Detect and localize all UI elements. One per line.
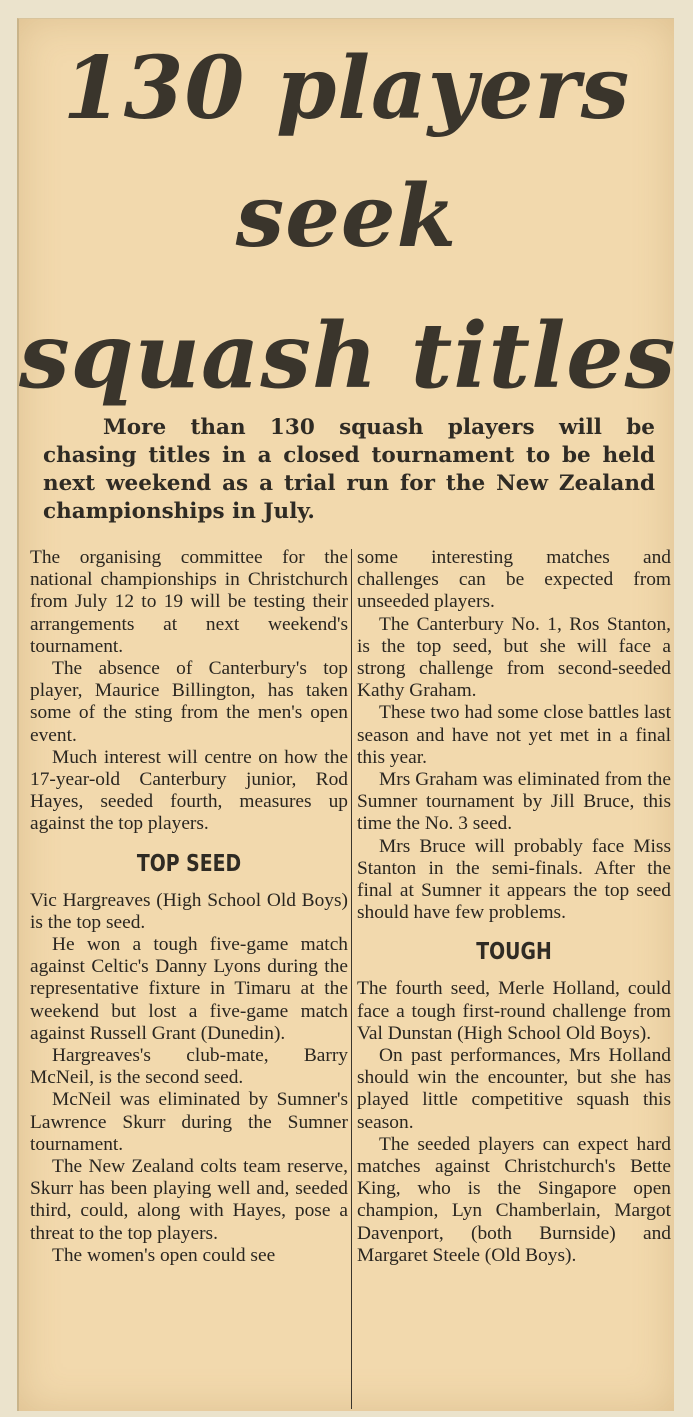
left-column <box>30 547 348 1417</box>
left-paragraph-9: The women's open could see <box>52 1244 276 1266</box>
right-paragraph-8: The seeded players can expect hard matches against Christchurch's Bette King, who is the Singapore open champion, Lyn Chamberlain, Margot Davenport, (both Burnside) and Margaret Steele (Old Boys). <box>357 1133 671 1266</box>
right-paragraph-5: Mrs Bruce will probably face Miss Stanton in the semi-finals. After the final at Sumner it appears the top seed should have few problems. <box>357 835 671 924</box>
headline-line-3: squash titles <box>19 303 677 409</box>
newspaper-clipping <box>17 18 677 1411</box>
headline-line-1: 130 players <box>62 38 631 139</box>
right-paragraph-1: some interesting matches and challenges can be expected from unseeded players. <box>357 547 671 613</box>
left-paragraph-4: Vic Hargreaves (High School Old Boys) is the top seed. <box>30 889 348 933</box>
subhead-top-seed: TOP SEED <box>136 850 242 877</box>
intro-paragraph: More than 130 squash players will be chasing titles in a closed tournament to be held next weekend as a trial run for the New Zealand championships in July. <box>43 415 655 524</box>
headline-line-2: seek <box>235 166 458 267</box>
left-paragraph-1: The organising committee for the national championships in Christchurch from July 12 to 19 will be testing their arrangements at next weekend's tournament. <box>30 547 348 657</box>
left-paragraph-3: Much interest will centre on how the 17-year-old Canterbury junior, Rod Hayes, seeded fourth, measures up against the top players. <box>30 746 348 835</box>
left-paragraph-8: The New Zealand colts team reserve, Skurr has been playing well and, seeded third, could, along with Hayes, pose a threat to the top players. <box>30 1156 348 1244</box>
subhead-tough: TOUGH <box>476 939 552 966</box>
right-paragraph-2: The Canterbury No. 1, Ros Stanton, is the top seed, but she will face a strong challenge from second-seeded Kathy Graham. <box>357 613 671 702</box>
left-paragraph-6: Hargreaves's club-mate, Barry McNeil, is the second seed. <box>30 1045 348 1089</box>
right-paragraph-7: On past performances, Mrs Holland should win the encounter, but she has played little competitive squash this season. <box>357 1045 671 1133</box>
column-divider <box>351 549 352 1409</box>
right-column <box>357 547 671 1417</box>
right-paragraph-6: The fourth seed, Merle Holland, could face a tough first-round challenge from Val Dunstan (High School Old Boys). <box>357 978 671 1044</box>
left-paragraph-7: McNeil was eliminated by Sumner's Lawrence Skurr during the Sumner tournament. <box>30 1089 348 1155</box>
left-paragraph-2: The absence of Canterbury's top player, Maurice Billington, has taken some of the sting from the men's open event. <box>30 658 348 746</box>
right-paragraph-4: Mrs Graham was eliminated from the Sumner tournament by Jill Bruce, this time the No. 3 seed. <box>357 769 671 835</box>
right-paragraph-3: These two had some close battles last season and have not yet met in a final this year. <box>357 702 671 768</box>
left-paragraph-5: He won a tough five-game match against Celtic's Danny Lyons during the representative fixture in Timaru at the weekend but lost a five-game match against Russell Grant (Dunedin). <box>30 934 348 1044</box>
